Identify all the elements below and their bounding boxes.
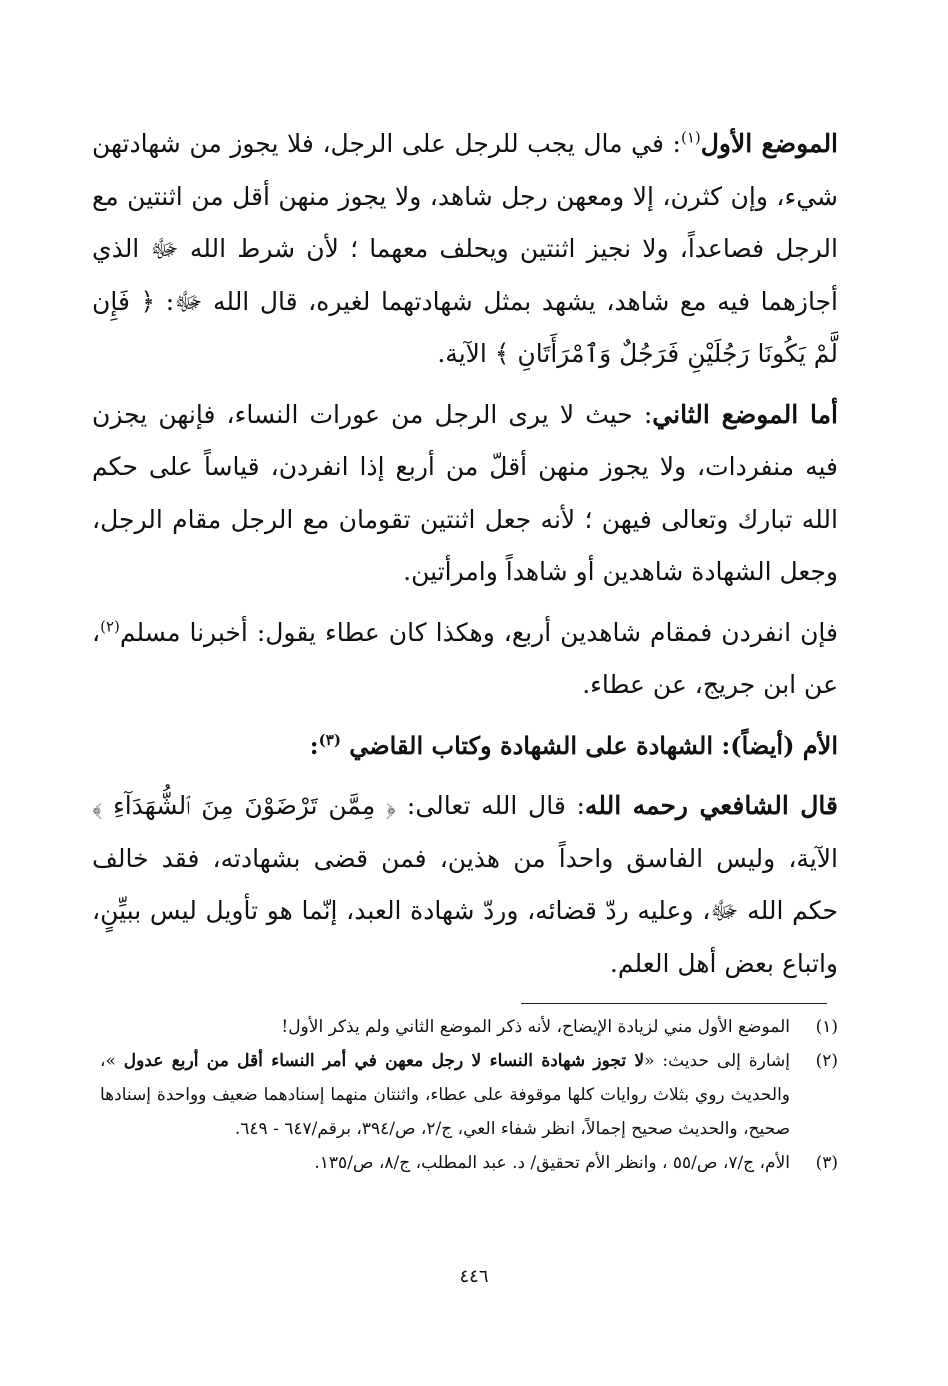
footnote-number: (١) [815, 1017, 838, 1037]
page-number: ٤٤٦ [459, 1266, 489, 1287]
paragraph-body-tail: ، عن ابن جريج، عن عطاء. [92, 617, 838, 699]
footnote-3 [100, 1146, 838, 1180]
paragraph-second-case [92, 389, 838, 599]
footnote-text-lead: إشارة إلى حديث: « [644, 1051, 790, 1071]
footnote-text: الموضع الأول مني لزيادة الإيضاح، لأنه ذكر الموضع الثاني ولم يذكر الأول! [281, 1017, 790, 1037]
paragraph-shafii [92, 780, 838, 990]
footnote-number: (٢) [815, 1051, 838, 1071]
footnote-text: الأم، ج/٧، ص/٥٥ ، وانظر الأم تحقيق/ د. عبد المطلب، ج/٨، ص/١٣٥. [314, 1153, 790, 1173]
paragraph-separate [92, 607, 838, 712]
paragraph-lead: الموضع الأول [700, 129, 839, 158]
paragraph-lead: قال الشافعي رحمه الله [584, 791, 838, 820]
section-heading-tail: : [309, 730, 319, 760]
section-heading-text: الأم (أيضاً): الشهادة على الشهادة وكتاب القاضي [349, 730, 838, 760]
footnote-1 [100, 1010, 838, 1044]
footnote-ref-3[interactable]: (٣) [318, 730, 341, 749]
hadith-quote: لا تجوز شهادة النساء لا رجل معهن في أمر النساء أقل من أربع عدول [123, 1051, 645, 1071]
paragraph-lead: أما الموضع الثاني [652, 399, 838, 429]
footnote-ref-1[interactable]: (١) [680, 128, 701, 147]
paragraph-body: فإن انفردن فمقام شاهدين أربع، وهكذا كان عطاء يقول: أخبرنا مسلم [119, 617, 838, 647]
footnote-separator [521, 1003, 827, 1004]
footnotes [100, 1010, 838, 1180]
footnote-text-rest: »، والحديث روي بثلاث روايات كلها موقوفة على عطاء، واثنتان منهما إسنادهما ضعيف وواحدة إسنادها صحيح، والحديث صحيح إجمالاً، انظر شفاء العي، ج/٢، ص/٣٩٤، برقم/٦٤٧ - ٦٤٩. [100, 1051, 790, 1139]
footnote-ref-2[interactable]: (٢) [100, 617, 120, 636]
footnote-number: (٣) [815, 1153, 838, 1173]
paragraph-body: : في مال يجب للرجل على الرجل، فلا يجوز من شهادتهن شيء، وإن كثرن، إلا ومعهن رجل شاهد، ولا يجوز منهن أقل من اثنتين مع الرجل فصاعداً، ولا نجيز اثنتين ويحلف معهما ؛ لأن شرط الله ﷻ الذي أجازهما فيه مع شاهد، يشهد بمثل شهادتهما لغيره، قال الله ﷻ: ﴿ فَإِن لَّمْ يَكُونَا رَجُلَيْنِ فَرَجُلٌ وَٱمْرَأَتَانِ ﴾ الآية. [92, 129, 838, 368]
main-text [92, 118, 838, 998]
section-heading [92, 720, 838, 773]
paragraph-body: : قال الله تعالى: ﴿ مِمَّن تَرْضَوْنَ مِنَ ٱلشُّهَدَآءِ ﴾ الآية، وليس الفاسق واحداً من هذين، فمن قضى بشهادته، فقد خالف حكم الله ﷻ، وعليه ردّ قضائه، وردّ شهادة العبد، إنّما هو تأويل ليس ببيِّنٍ، واتباع بعض أهل العلم. [92, 791, 838, 978]
paragraph-body: : حيث لا يرى الرجل من عورات النساء، فإنهن يجزن فيه منفردات، ولا يجوز منهن أقلّ من أربع إذا انفردن، قياساً على حكم الله تبارك وتعالى فيهن ؛ لأنه جعل اثنتين تقومان مع الرجل مقام الرجل، وجعل الشهادة شاهدين أو شاهداً وامرأتين. [92, 399, 838, 586]
paragraph-first-case [92, 118, 838, 381]
footnote-2 [100, 1044, 838, 1146]
footnote-text [100, 1044, 790, 1146]
